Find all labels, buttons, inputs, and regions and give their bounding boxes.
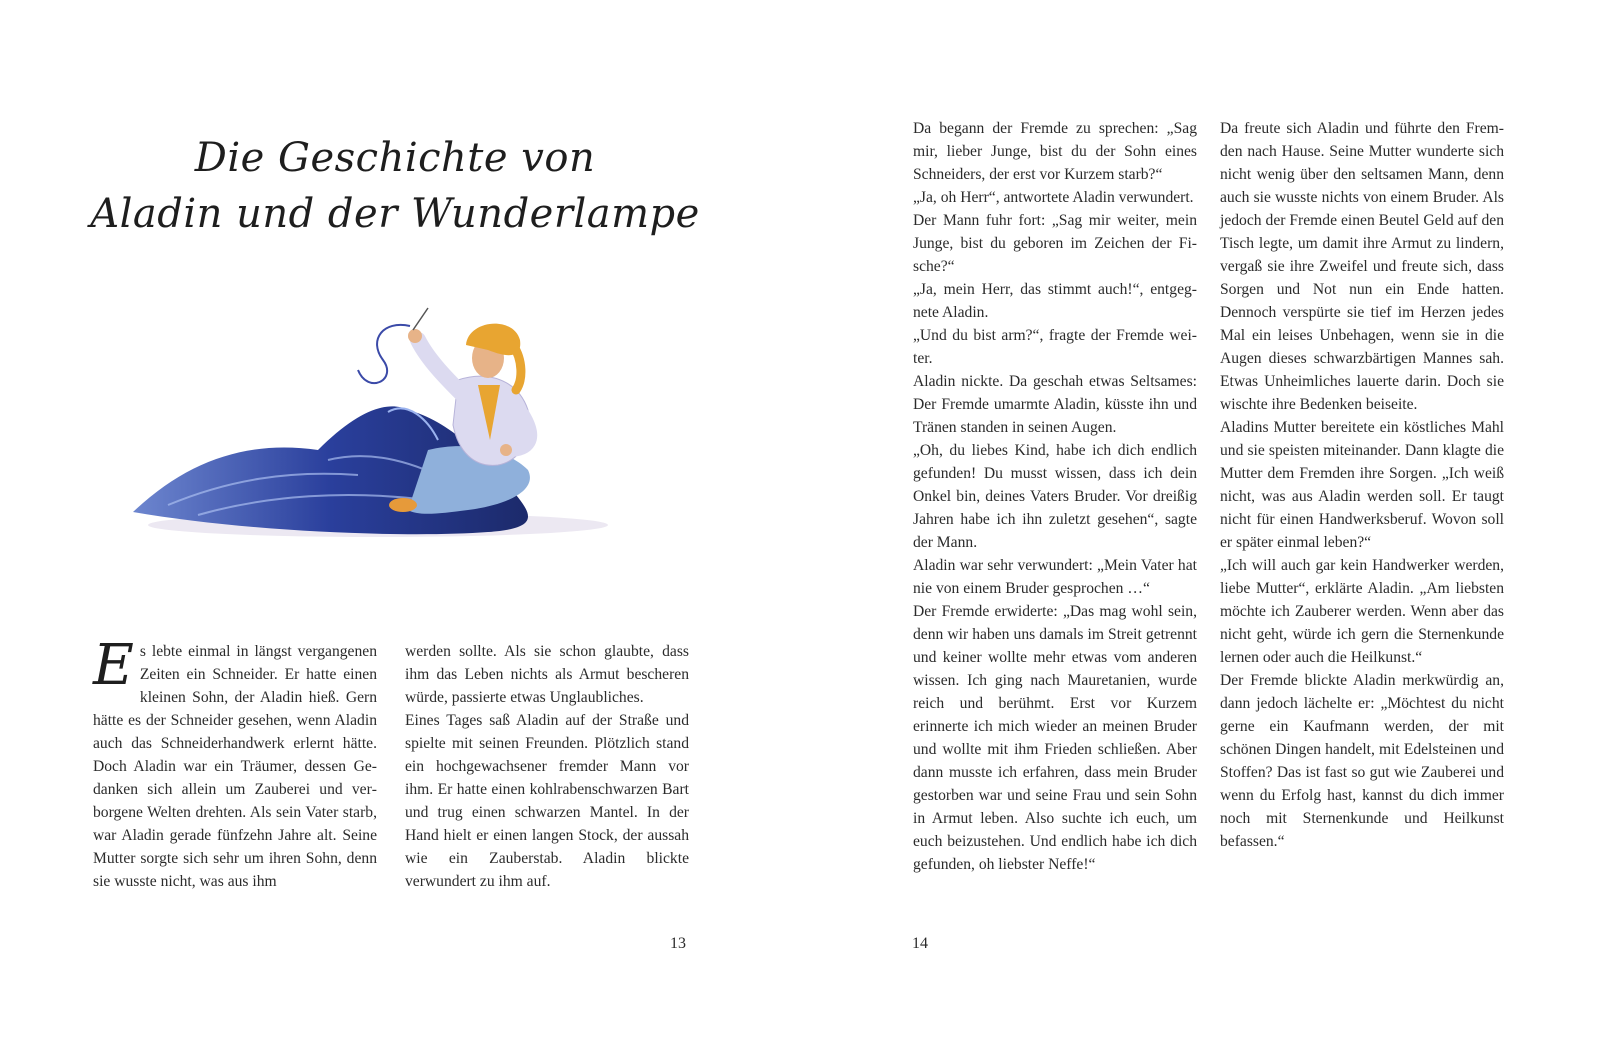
paragraph: „Und du bist arm?“, fragte der Fremde weiter.: [913, 327, 1197, 367]
paragraph: Der Fremde erwiderte: „Das mag wohl sein, denn wir haben uns damals im Streit getrennt und keiner wollte mehr etwas vom anderen wissen. Ich ging nach Mauretanien, wurde reich und berühmt. Erst vor Kurzem erinnerte ich mich wieder an meinen Bruder und wollte mit ihm Frieden schließen. Aber dann musste ich erfahren, dass mein Bruder gestorben war und seine Frau und sein Sohn in Armut leben. Also suchte ich euch, um euch beizustehen. Und endlich habe ich dich gefunden, oh liebster Neffe!“: [913, 603, 1197, 873]
paragraph: Da freute sich Aladin und führte den Fremden nach Hause. Seine Mutter wunderte sich nicht wenig über den seltsamen Mann, denn auch sie wusste nichts von einem Bruder. Als jedoch der Fremde einen Beutel Geld auf den Tisch legte, um damit ihre Armut zu lindern, vergaß sie ihre Zweifel und freute sich, dass Sorgen und Not nun ein Ende hatten. Dennoch verspürte sie tief im Herzen jedes Mal ein leises Unbehagen, wenn sie in die Augen dieses schwarzbärtigen Mannes sah. Etwas Unheimliches lauerte darin. Doch sie wischte ihre Bedenken beiseite.: [1220, 120, 1504, 413]
paragraph: „Oh, du liebes Kind, habe ich dich endlich gefunden! Du musst wissen, dass ich dein Onkel bin, deines Vaters Bruder. Vor dreißig Jahren habe ich ihn zuletzt gesehen“, sagte der Mann.: [913, 442, 1197, 551]
right-page: [800, 0, 1600, 1042]
paragraph: Eines Tages saß Aladin auf der Straße und spielte mit seinen Freunden. Plötzlich stand ein hochgewachsener fremder Mann vor ihm. Er hatte einen kohlrabenschwarzen Bart und trug einen schwarzen Mantel. In der Hand hielt er einen langen Stock, der aussah wie ein Zauberstab. Aladin blickte verwundert zu ihm auf.: [405, 712, 689, 890]
right-column-1: [913, 117, 1197, 876]
paragraph: Der Fremde blickte Aladin merkwürdig an, dann jedoch lächelte er: „Möchtest du nicht gerne ein Kaufmann werden, der mit schönen Dingen handelt, mit Edelsteinen und Stoffen? Das ist fast so gut wie Zauberei und wenn du Erfolg hast, kannst du dich immer noch mit Sternenkunde und Heilkunst befassen.“: [1220, 672, 1504, 850]
tailor-illustration: [128, 300, 638, 550]
paragraph: „Ja, mein Herr, das stimmt auch!“, entgegnete Aladin.: [913, 281, 1197, 321]
paragraph: Da begann der Fremde zu sprechen: „Sag mir, lieber Junge, bist du der Sohn eines Schneiders, der erst vor Kurzem starb?“: [913, 120, 1197, 183]
drop-cap: E: [93, 633, 134, 698]
paragraph: „Ich will auch gar kein Handwerker werden, liebe Mutter“, erklärte Aladin. „Am liebsten möchte ich Zauberer werden. Wenn aber das nicht geht, würde ich gern die Sternenkunde lernen oder auch die Heilkunst.“: [1220, 557, 1504, 666]
left-column-1: [93, 633, 377, 893]
paragraph: Der Mann fuhr fort: „Sag mir weiter, mein Junge, bist du geboren im Zeichen der Fische?“: [913, 212, 1197, 275]
paragraph-text: s lebte einmal in längst vergangenen Zeiten ein Schneider. Er hatte einen kleinen Sohn, der Aladin hieß. Gern hätte es der Schneider gesehen, wenn Aladin auch das Schneiderhandwerk erlernt hätte. Doch Aladin war ein Träumer, dessen Gedanken sich allein um Zauberei und verborgene Welten drehten. Als sein Vater starb, war Aladin gerade fünfzehn Jahre alt. Seine Mutter sorgte sich sehr um ihren Sohn, denn sie wusste nicht, was aus ihm: [93, 643, 377, 890]
paragraph: „Ja, oh Herr“, antwortete Aladin verwundert.: [913, 189, 1194, 206]
paragraph: Aladin nickte. Da geschah etwas Seltsames: Der Fremde umarmte Aladin, küsste ihn und Tränen standen in seinen Augen.: [913, 373, 1197, 436]
paragraph: werden sollte. Als sie schon glaubte, dass ihm das Leben nichts als Armut bescheren würde, passierte etwas Unglaubliches.: [405, 643, 689, 706]
page-number: 13: [670, 935, 686, 952]
page-number: 14: [912, 935, 928, 952]
right-column-2: [1220, 117, 1504, 853]
title-line-2: Aladin und der Wunderlampe: [90, 191, 700, 237]
paragraph: Aladin war sehr verwundert: „Mein Vater hat nie von einem Bruder gesprochen …“: [913, 557, 1197, 597]
paragraph: [93, 633, 377, 893]
page-title: [60, 130, 730, 242]
title-line-1: Die Geschichte von: [194, 135, 596, 181]
left-column-2: [405, 640, 689, 893]
paragraph: Aladins Mutter bereitete ein köstliches Mahl und sie speisten miteinander. Dann klagte die Mutter dem Fremden ihre Sorgen. „Ich weiß nicht, was aus Aladin werden soll. Er taugt nicht für einen Handwerksberuf. Wovon soll er später einmal leben?“: [1220, 419, 1504, 551]
